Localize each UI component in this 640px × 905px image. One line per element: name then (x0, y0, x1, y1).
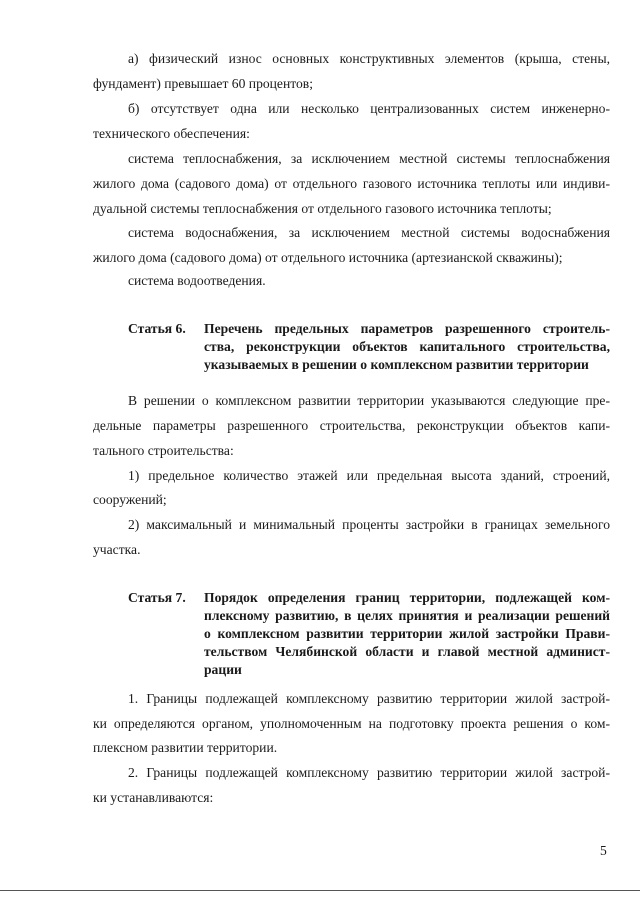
paragraph-drain: система водоотведения. (128, 273, 266, 288)
article-6-item-1-line-2: сооружений; (93, 492, 167, 507)
paragraph-heat-line-2: жилого дома (садового дома) от отдельного газового источника теплоты или индиви- (93, 176, 610, 191)
paragraph-b-line-1: б) отсутствует одна или несколько централизованных систем инженерно- (128, 101, 610, 116)
paragraph-water-line-1: система водоснабжения, за исключением местной системы водоснабжения (128, 225, 610, 240)
article-7-label: Статья 7. (128, 590, 186, 605)
article-7-item-2-line-2: ки устанавливаются: (93, 790, 214, 805)
paragraph-b-line-2: технического обеспечения: (93, 126, 250, 141)
article-7-title-line-1: Порядок определения границ территории, подлежащей ком- (204, 590, 610, 605)
article-7-title-line-4: тельством Челябинской области и главой местной админист- (204, 644, 610, 659)
article-7-item-1-line-2: ки определяются органом, уполномоченным на подготовку проекта решения о ком- (93, 716, 610, 731)
article-6-title-line-2: ства, реконструкции объектов капитального строительства, (204, 339, 610, 354)
article-6-body-line-2: дельные параметры разрешенного строительства, реконструкции объектов капи- (93, 418, 610, 433)
article-6-body-line-1: В решении о комплексном развитии территории указываются следующие пре- (128, 393, 610, 408)
bottom-rule (0, 890, 640, 891)
article-7-item-2-line-1: 2. Границы подлежащей комплексному развитию территории жилой застрой- (128, 765, 610, 780)
article-6-label: Статья 6. (128, 321, 186, 336)
article-6-title-line-3: указываемых в решении о комплексном развитии территории (204, 357, 589, 372)
paragraph-heat-line-3: дуальной системы теплоснабжения от отдельного газового источника теплоты; (93, 201, 552, 216)
article-6-body-line-3: тального строительства: (93, 443, 234, 458)
article-7-title (204, 589, 610, 679)
article-7-title-line-5: рации (204, 662, 242, 677)
paragraph-heat-line-1: система теплоснабжения, за исключением местной системы теплоснабжения (128, 151, 610, 166)
paragraph-water-line-2: жилого дома (садового дома) от отдельного источника (артезианской скважины); (93, 250, 563, 265)
article-6-title (204, 320, 610, 374)
article-7-item-1-line-1: 1. Границы подлежащей комплексному развитию территории жилой застрой- (128, 691, 610, 706)
article-7-title-line-2: плексному развитию, в целях принятия и реализации решений (204, 608, 610, 623)
article-6-title-line-1: Перечень предельных параметров разрешенного строитель- (204, 321, 610, 336)
article-6-item-1-line-1: 1) предельное количество этажей или предельная высота зданий, строений, (128, 468, 610, 483)
article-6-item-2-line-2: участка. (93, 542, 141, 557)
article-7-title-line-3: о комплексном развитии территории жилой застройки Прави- (204, 626, 610, 641)
paragraph-a-line-2: фундамент) превышает 60 процентов; (93, 76, 313, 91)
paragraph-a-line-1: а) физический износ основных конструктивных элементов (крыша, стены, (128, 51, 610, 66)
article-6-item-2-line-1: 2) максимальный и минимальный проценты застройки в границах земельного (128, 517, 610, 532)
page-number: 5 (600, 843, 607, 858)
article-7-item-1-line-3: плексном развитии территории. (93, 740, 278, 755)
